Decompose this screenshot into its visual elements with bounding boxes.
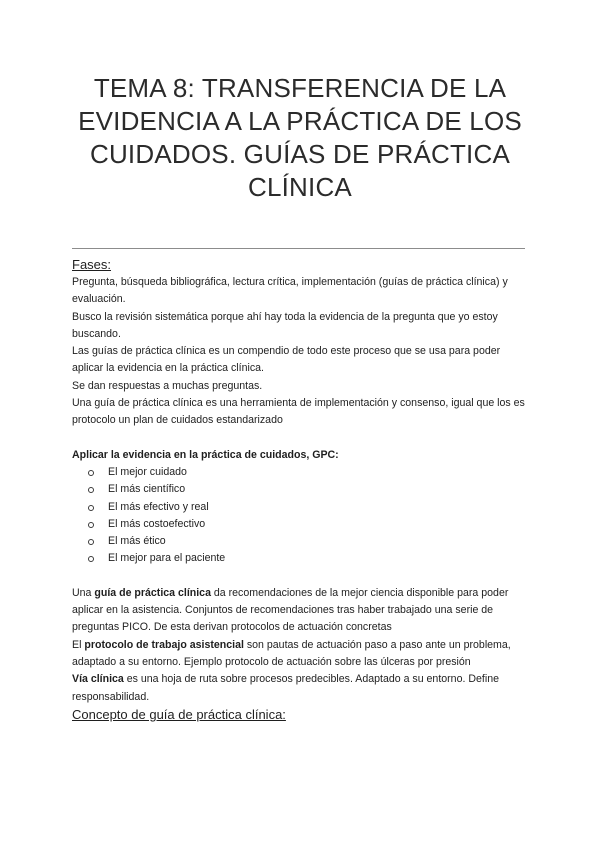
hollow-bullet-icon bbox=[88, 487, 94, 493]
spacer bbox=[72, 430, 528, 447]
list-item bbox=[86, 516, 528, 533]
guia-prefix: Una bbox=[72, 586, 95, 599]
hollow-bullet-icon bbox=[88, 539, 94, 545]
fases-paragraph: Una guía de práctica clínica es una herramienta de implementación y consenso, igual que los es protocolo un plan de cuidados estandarizado bbox=[72, 397, 525, 427]
via-term: Vía clínica bbox=[72, 673, 124, 686]
protocolo-text: son pautas de actuación paso a paso ante un problema, adaptado a su entorno. Ejemplo protocolo de actuación sobre las úlceras por presión bbox=[72, 638, 511, 668]
hollow-bullet-icon bbox=[88, 522, 94, 528]
list-item-label: El mejor cuidado bbox=[108, 465, 187, 478]
fases-paragraph: Busco la revisión sistemática porque ahí hay toda la evidencia de la pregunta que yo estoy buscando. bbox=[72, 310, 498, 340]
list-item-label: El más científico bbox=[108, 483, 186, 496]
list-item-label: El más costoefectivo bbox=[108, 517, 206, 530]
concepto-heading: Concepto de guía de práctica clínica: bbox=[72, 706, 286, 722]
title-divider bbox=[72, 248, 525, 249]
list-item bbox=[86, 481, 528, 498]
hollow-bullet-icon bbox=[88, 556, 94, 562]
protocolo-prefix: El bbox=[72, 638, 85, 651]
fases-paragraph: Pregunta, búsqueda bibliográfica, lectura crítica, implementación (guías de práctica clínica) y evaluación. bbox=[72, 276, 508, 306]
list-item-label: El mejor para el paciente bbox=[108, 552, 226, 565]
gpc-heading: Aplicar la evidencia en la práctica de cuidados, GPC: bbox=[72, 448, 339, 461]
gpc-list bbox=[72, 464, 528, 568]
document-body bbox=[72, 256, 528, 724]
fases-heading: Fases: bbox=[72, 257, 112, 272]
fases-paragraph: Se dan respuestas a muchas preguntas. bbox=[72, 379, 263, 392]
guia-text: da recomendaciones de la mejor ciencia disponible para poder aplicar en la asistencia. Conjuntos de recomendaciones tras haber trabajado una serie de preguntas PICO. De esta derivan protocolos de actuación concretas bbox=[72, 586, 509, 634]
hollow-bullet-icon bbox=[88, 505, 94, 511]
guia-term: guía de práctica clínica bbox=[94, 586, 211, 599]
list-item bbox=[86, 499, 528, 516]
list-item bbox=[86, 550, 528, 567]
spacer bbox=[72, 568, 528, 585]
protocolo-term: protocolo de trabajo asistencial bbox=[84, 638, 244, 651]
hollow-bullet-icon bbox=[88, 470, 94, 476]
via-text: es una hoja de ruta sobre procesos predecibles. Adaptado a su entorno. Define responsabilidad. bbox=[72, 673, 499, 703]
list-item-label: El más efectivo y real bbox=[108, 500, 209, 513]
fases-paragraph: Las guías de práctica clínica es un compendio de todo este proceso que se usa para poder aplicar la evidencia en la práctica clínica. bbox=[72, 345, 501, 375]
list-item-label: El más ético bbox=[108, 535, 166, 548]
protocolo-definition bbox=[72, 637, 528, 672]
guia-definition bbox=[72, 585, 528, 637]
page-title: TEMA 8: TRANSFERENCIA DE LA EVIDENCIA A LA PRÁCTICA DE LOS CUIDADOS. GUÍAS DE PRÁCTICA CLÍNICA bbox=[78, 73, 522, 202]
list-item bbox=[86, 464, 528, 481]
via-definition bbox=[72, 671, 528, 706]
list-item bbox=[86, 533, 528, 550]
